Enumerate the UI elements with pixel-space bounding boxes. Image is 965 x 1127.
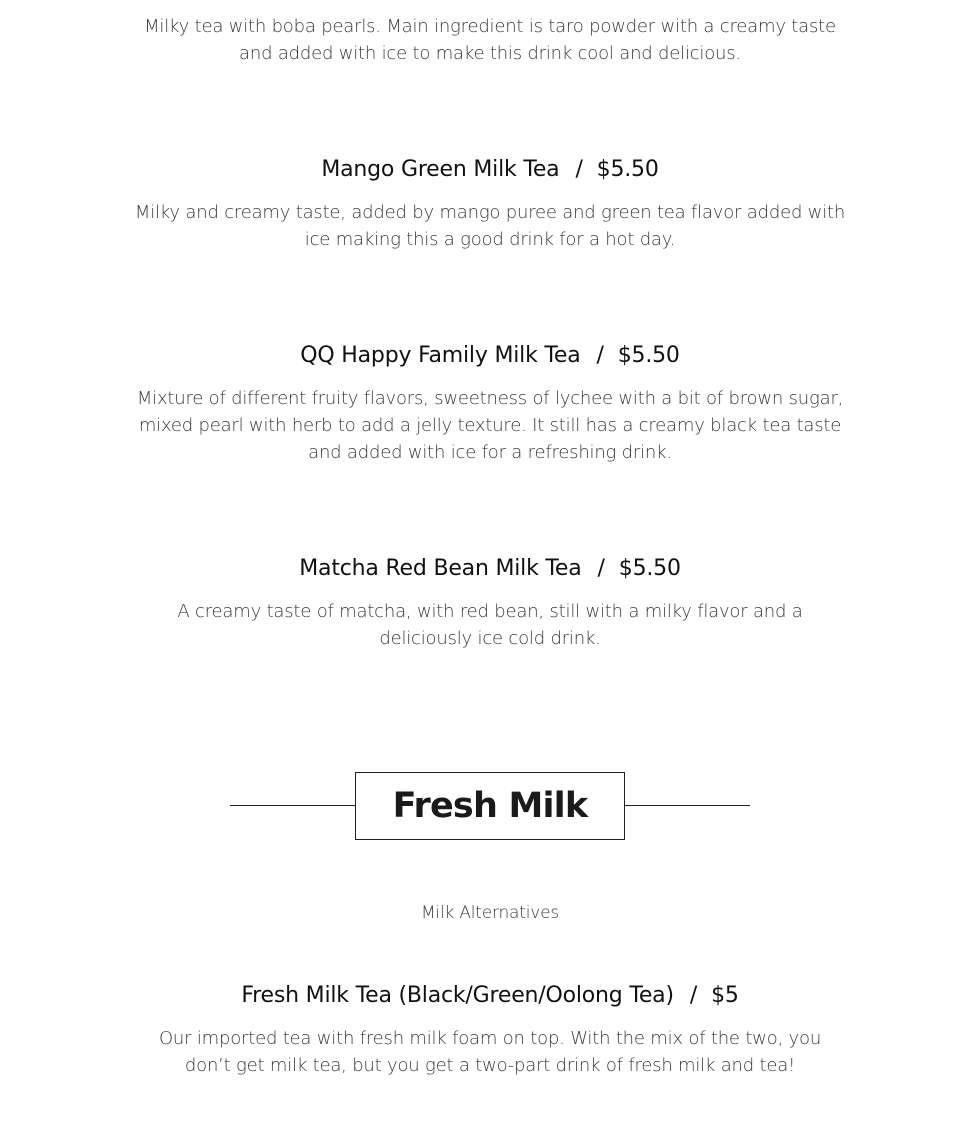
item-name: Fresh Milk Tea (Black/Green/Oolong Tea): [241, 983, 674, 1008]
item-price: $5.50: [596, 157, 659, 182]
item-description: Mixture of different fruity flavors, sweetness of lychee with a bit of brown sugar, mixed pearl with herb to add a jelly texture. It still has a creamy black tea taste and added with ice for a refreshing drink.: [136, 388, 844, 463]
item-name: Matcha Red Bean Milk Tea: [299, 556, 582, 581]
item-name: Mango Green Milk Tea: [321, 157, 560, 182]
section-divider-left: [230, 805, 356, 806]
item-price: $5.50: [618, 556, 681, 581]
item-price: $5: [711, 983, 739, 1008]
item-description: A creamy taste of matcha, with red bean, still with a milky flavor and a deliciously ice cold drink.: [177, 601, 803, 649]
item-description: Our imported tea with fresh milk foam on top. With the mix of the two, you don’t get milk tea, but you get a two-part drink of fresh milk and tea!: [158, 1028, 822, 1076]
price-separator: /: [596, 343, 604, 368]
menu-item-title: [0, 554, 965, 584]
item-name: QQ Happy Family Milk Tea: [300, 343, 581, 368]
menu-item-title: [0, 981, 965, 1011]
price-separator: /: [689, 983, 698, 1008]
item-price: $5.50: [617, 343, 680, 368]
section-subtitle: Milk Alternatives: [420, 903, 560, 923]
section-divider-right: [624, 805, 750, 806]
menu-item-title: [0, 341, 965, 371]
section-title: Fresh Milk: [392, 786, 588, 826]
price-separator: /: [597, 556, 605, 581]
section-heading-box: [355, 772, 625, 840]
price-separator: /: [575, 157, 583, 182]
menu-item-title: [0, 155, 965, 185]
item-description: Milky tea with boba pearls. Main ingredient is taro powder with a creamy taste and added with ice to make this drink cool and delicious.: [144, 16, 836, 64]
item-description: Milky and creamy taste, added by mango puree and green tea flavor added with ice making this a good drink for a hot day.: [134, 202, 846, 250]
